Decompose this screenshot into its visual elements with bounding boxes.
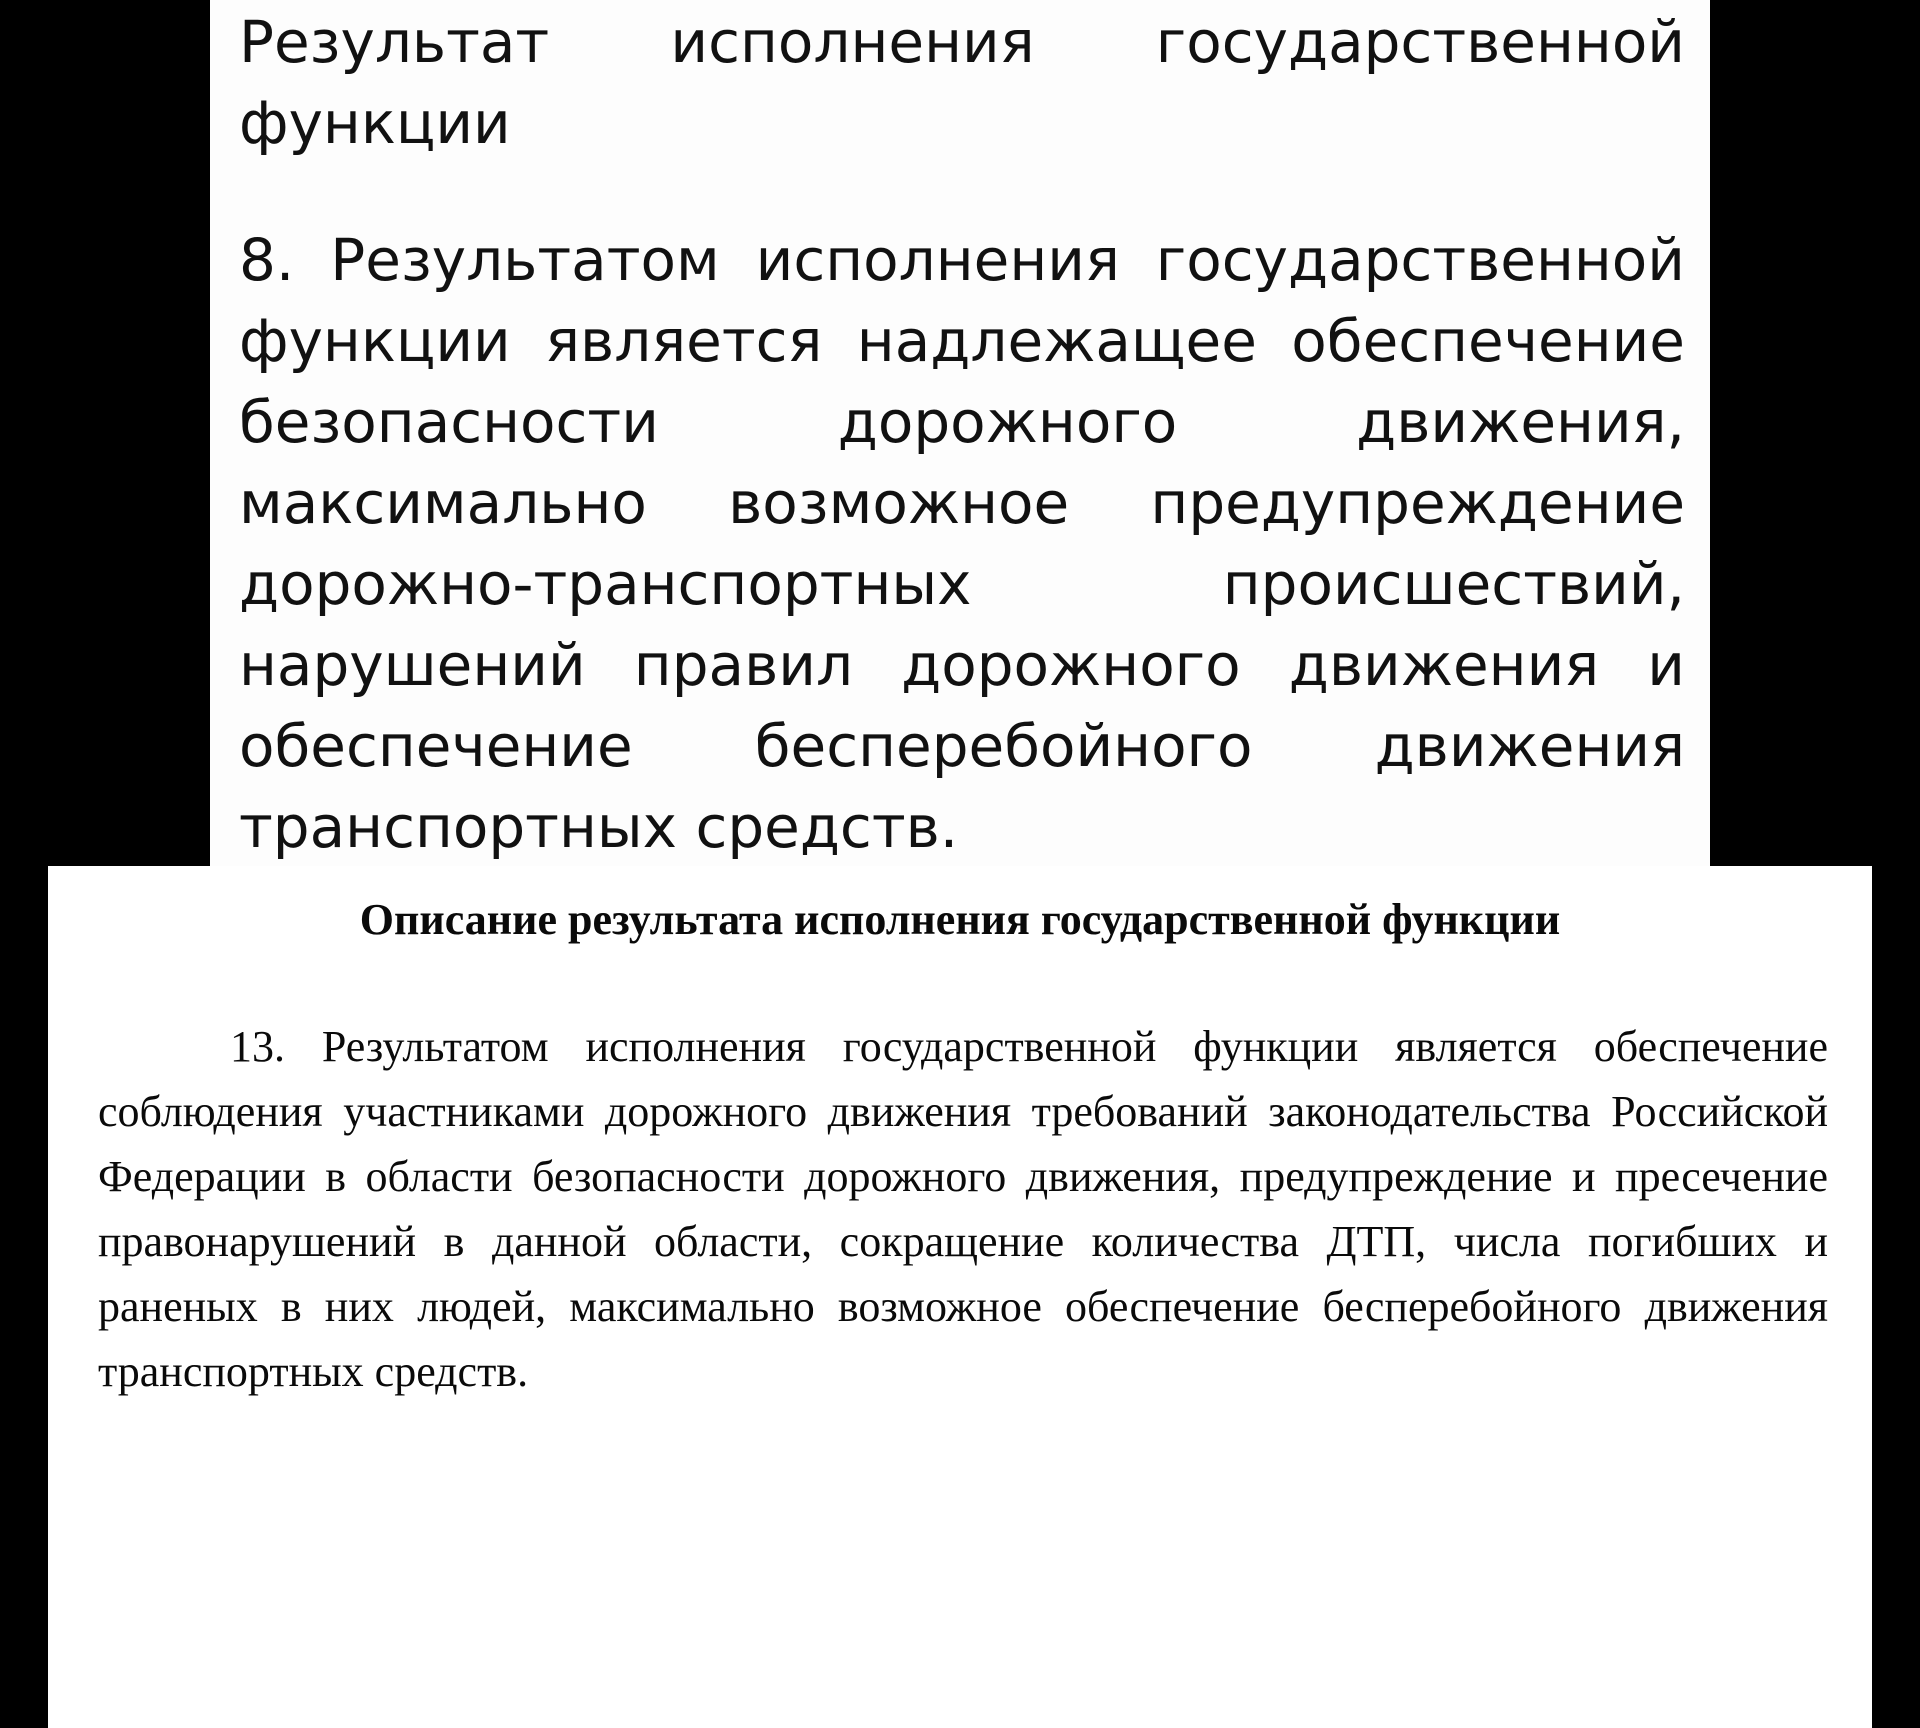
bottom-title: Описание результата исполнения государственной функции — [359, 895, 1561, 944]
top-paragraph: 8. Результатом исполнения государственной функции является надлежащее обеспечение безопасности дорожного движения, максимально возможное предупреждение дорожно-транспортных происшествий, нарушений правил дорожного движения и обеспечение бесперебойного движения транспортных средств. — [239, 226, 1685, 861]
bottom-document-panel — [48, 866, 1872, 1728]
top-document-panel — [210, 0, 1710, 866]
bottom-paragraph: 13. Результатом исполнения государственной функции является обеспечение соблюдения участниками дорожного движения требований законодательства Российской Федерации в области безопасности дорожного движения, предупреждение и пресечение правонарушений в данной области, сокращение количества ДТП, числа погибших и раненых в них людей, максимально возможное обеспечение бесперебойного движения транспортных средств. — [98, 1022, 1828, 1396]
top-heading: Результат исполнения государственной функции — [239, 8, 1685, 157]
